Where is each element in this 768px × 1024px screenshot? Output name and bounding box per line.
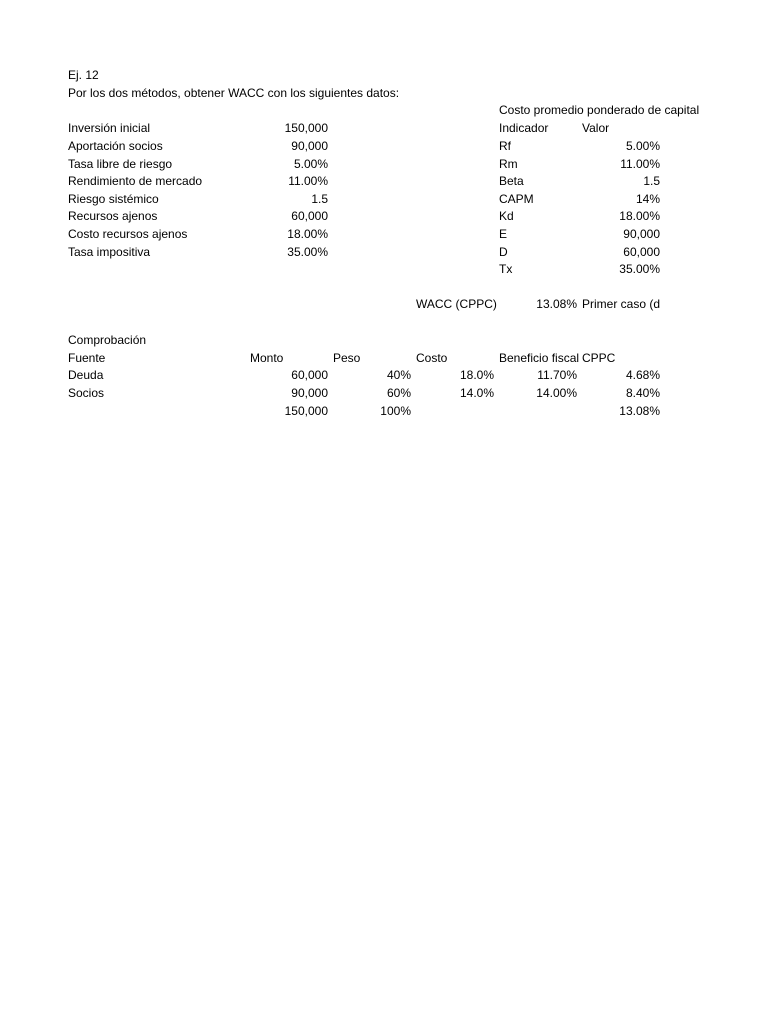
input-value: 5.00% [293, 157, 328, 171]
header-fuente: Fuente [68, 351, 106, 365]
header-peso: Peso [333, 351, 361, 365]
indicator-value: 11.00% [620, 157, 660, 171]
row-beneficio: 14.00% [536, 386, 577, 400]
row-peso: 60% [386, 386, 411, 400]
row-monto: 60,000 [291, 368, 328, 382]
col-indicador-header: Indicador [499, 121, 549, 135]
indicator-value: 1.5 [643, 174, 660, 188]
row-cppc: 4.68% [625, 368, 660, 382]
indicator-value: 90,000 [623, 227, 660, 241]
row-monto: 90,000 [291, 386, 328, 400]
wacc-value: 13.08% [536, 297, 577, 311]
total-cppc: 13.08% [619, 404, 660, 418]
header-beneficio: Beneficio fiscal [499, 351, 580, 365]
row-peso: 40% [386, 368, 411, 382]
header-cppc: CPPC [582, 351, 616, 365]
row-beneficio: 11.70% [537, 368, 577, 382]
header-costo: Costo [416, 351, 448, 365]
row-costo: 14.0% [459, 386, 494, 400]
exercise-title: Ej. 12 [68, 68, 99, 82]
input-value: 90,000 [291, 139, 328, 153]
total-monto: 150,000 [284, 404, 328, 418]
indicator-label: Beta [499, 174, 524, 188]
indicator-label: Rf [499, 139, 511, 153]
header-monto: Monto [250, 351, 284, 365]
panel-title: Costo promedio ponderado de capital [499, 103, 700, 117]
indicator-value: 18.00% [619, 209, 660, 223]
row-fuente: Deuda [68, 368, 104, 382]
input-label: Tasa libre de riesgo [68, 157, 173, 171]
input-value: 150,000 [284, 121, 328, 135]
input-label: Tasa impositiva [68, 245, 151, 259]
indicator-label: Tx [499, 262, 513, 276]
row-fuente: Socios [68, 386, 105, 400]
input-label: Rendimiento de mercado [68, 174, 203, 188]
input-label: Recursos ajenos [68, 209, 158, 223]
input-label: Inversión inicial [68, 121, 151, 135]
indicator-label: CAPM [499, 192, 534, 206]
indicator-label: E [499, 227, 508, 241]
input-label: Aportación socios [68, 139, 163, 153]
col-valor-header: Valor [582, 121, 610, 135]
input-value: 35.00% [287, 245, 328, 259]
wacc-label: WACC (CPPC) [416, 297, 497, 311]
wacc-note: Primer caso (d [582, 297, 661, 311]
indicator-value: 14% [635, 192, 660, 206]
indicator-label: Kd [499, 209, 514, 223]
row-costo: 18.0% [459, 368, 494, 382]
input-value: 18.00% [287, 227, 328, 241]
check-title: Comprobación [68, 333, 147, 347]
row-cppc: 8.40% [625, 386, 660, 400]
indicator-label: Rm [499, 157, 518, 171]
instruction-text: Por los dos métodos, obtener WACC con los siguientes datos: [68, 86, 400, 100]
input-label: Riesgo sistémico [68, 192, 159, 206]
input-value: 1.5 [311, 192, 328, 206]
indicator-value: 60,000 [623, 245, 660, 259]
input-value: 11.00% [288, 174, 328, 188]
input-label: Costo recursos ajenos [68, 227, 188, 241]
indicator-label: D [499, 245, 508, 259]
input-value: 60,000 [291, 209, 328, 223]
total-peso: 100% [380, 404, 411, 418]
indicator-value: 5.00% [625, 139, 660, 153]
indicator-value: 35.00% [619, 262, 660, 276]
